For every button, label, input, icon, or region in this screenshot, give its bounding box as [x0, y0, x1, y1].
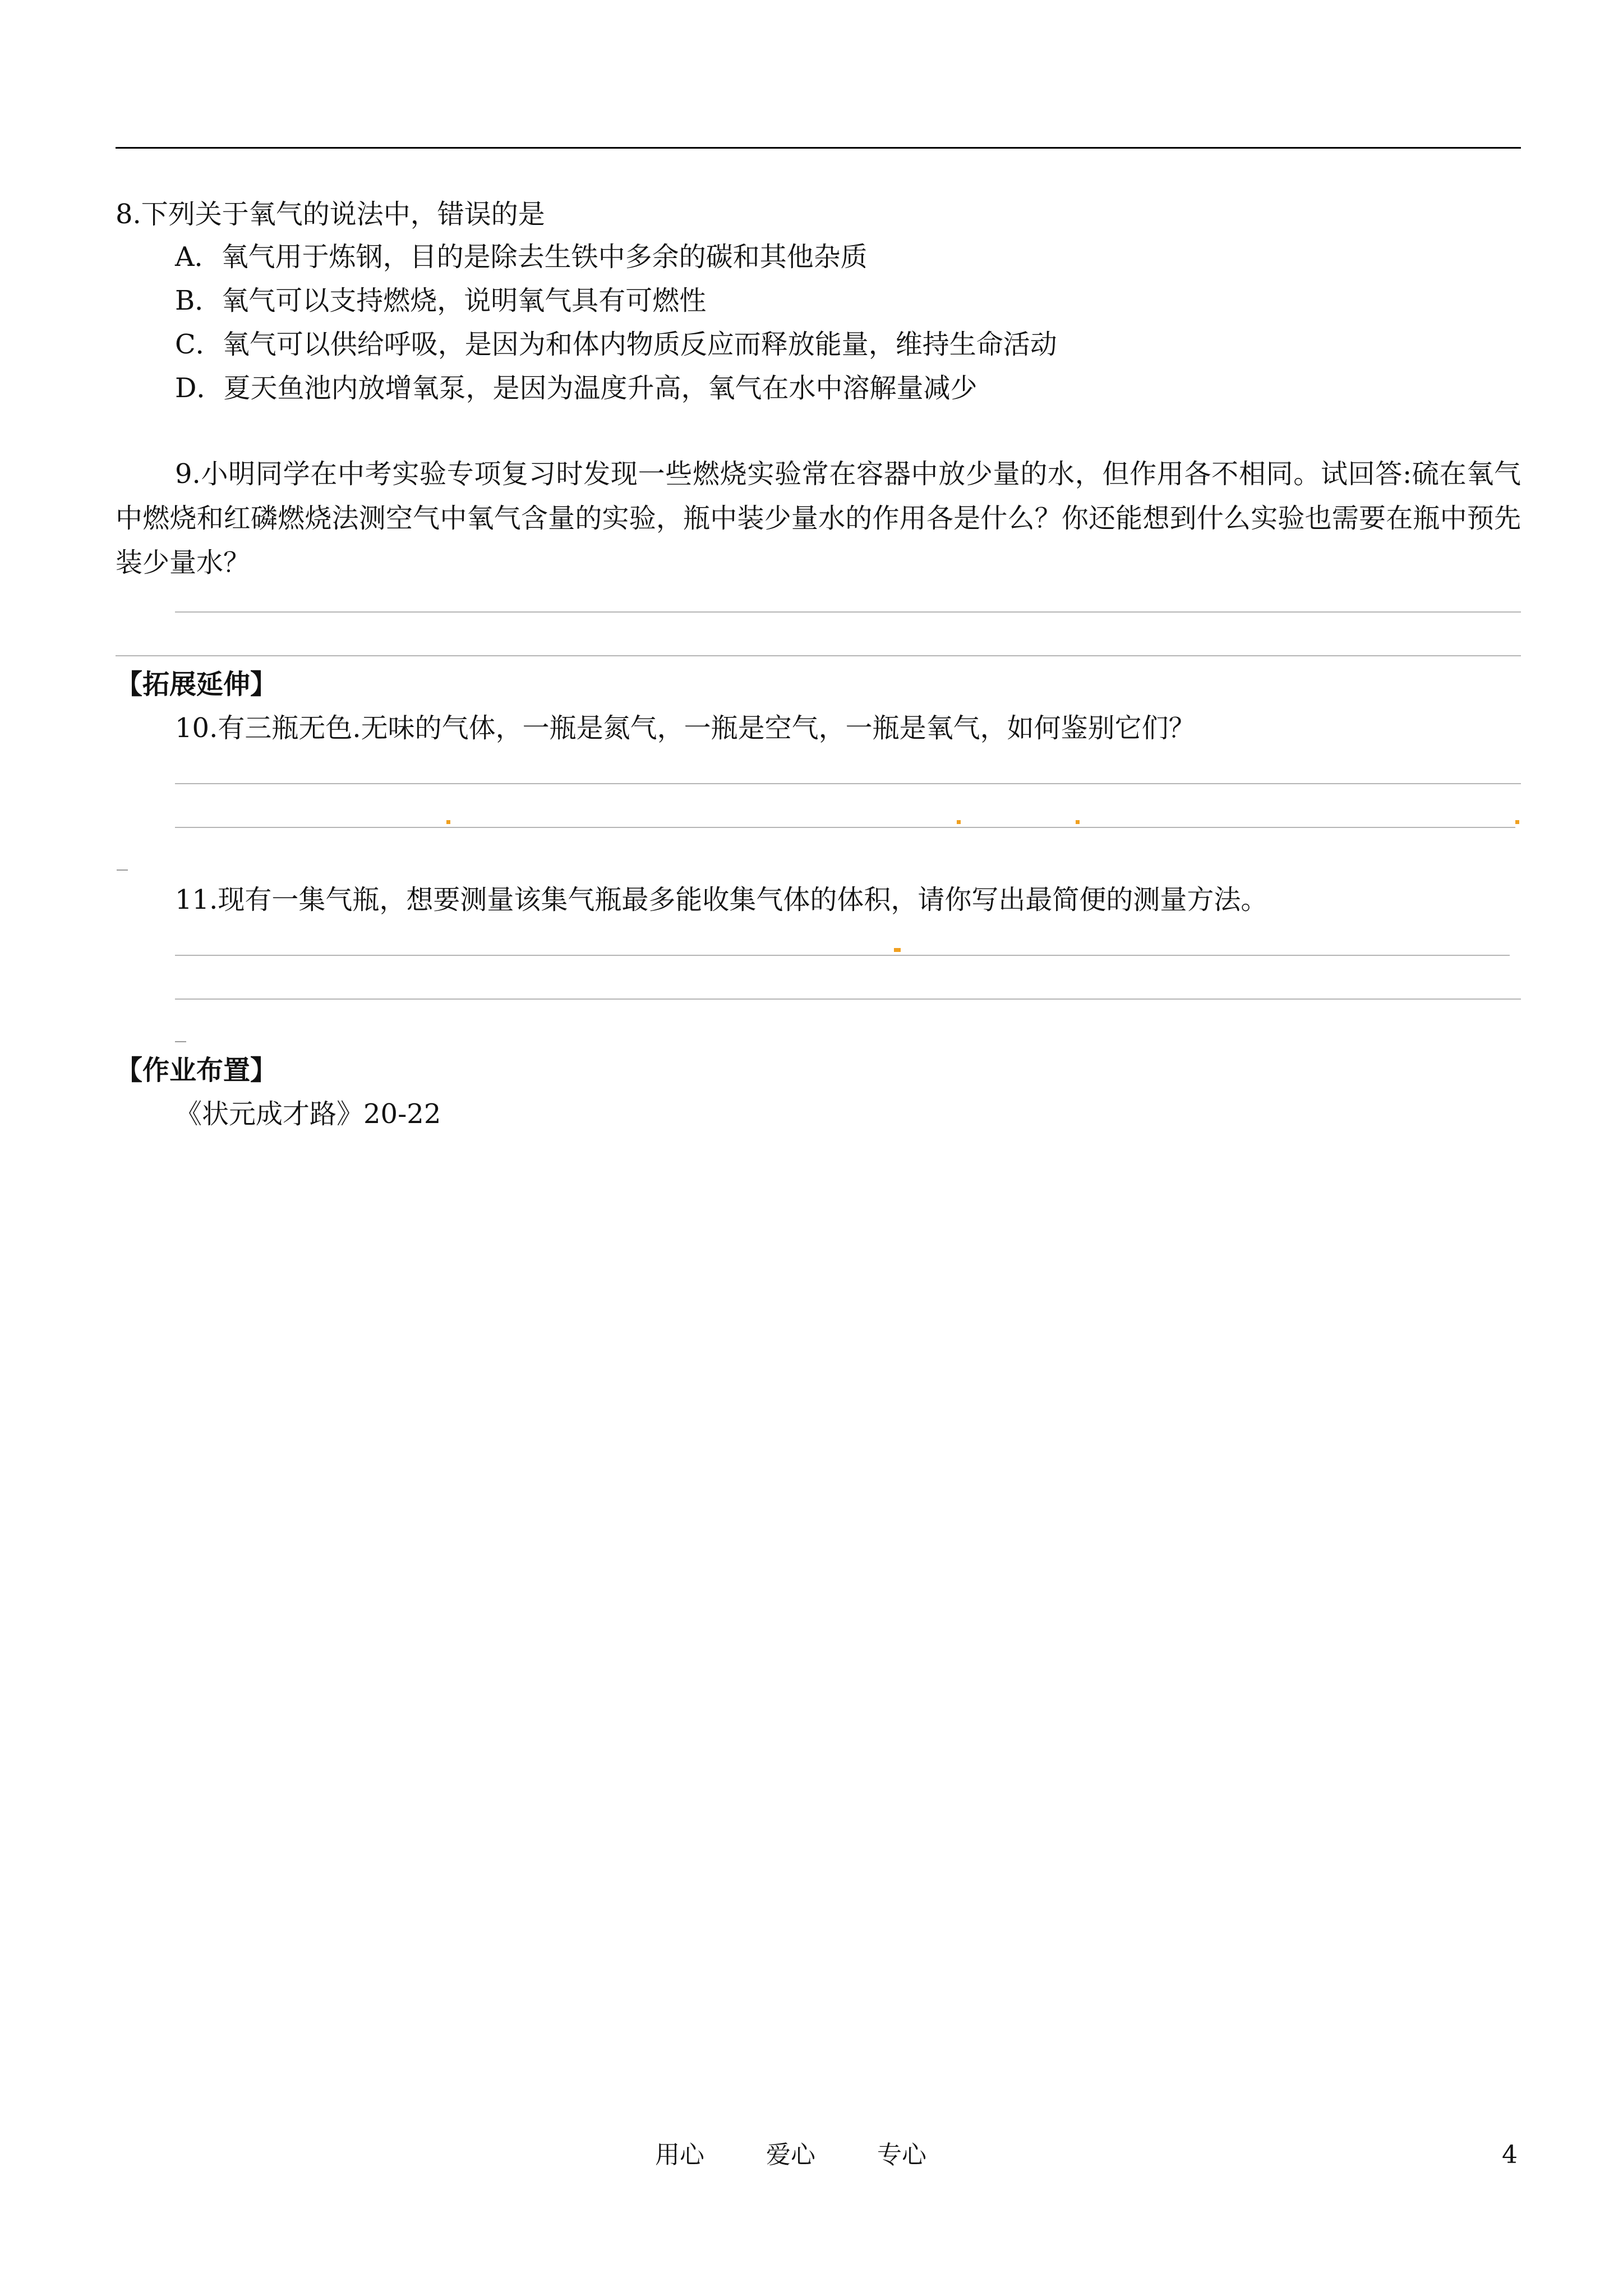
mark-dot — [446, 820, 450, 824]
q11-answer-line-1[interactable] — [175, 955, 1510, 956]
q10-text: 10.有三瓶无色.无味的气体，一瓶是氮气，一瓶是空气，一瓶是氧气，如何鉴别它们？ — [175, 712, 1196, 744]
q11-answer-line-2[interactable] — [175, 999, 1521, 1000]
homework-heading: 【作业布置】 — [116, 1055, 278, 1086]
footer-motto-2: 爱心 — [766, 2141, 815, 2169]
mark-dot — [894, 948, 901, 952]
q9-text: 9.小明同学在中考实验专项复习时发现一些燃烧实验常在容器中放少量的水，但作用各不相同。试回答:硫在氧气中燃烧和红磷燃烧法测空气中氧气含量的实验，瓶中装少量水的作用各是什么？你还能想到什么实验也需要在瓶中预先装少量水？ — [116, 458, 1521, 578]
footer-motto-1: 用心 — [655, 2141, 704, 2169]
q8-option-c: C．氧气可以供给呼吸，是因为和体内物质反应而释放能量，维持生命活动 — [175, 329, 1057, 360]
footer-motto-3: 专心 — [877, 2141, 926, 2169]
mark-dot — [1076, 820, 1080, 824]
q10-answer-line-2[interactable] — [175, 827, 1515, 828]
extension-heading: 【拓展延伸】 — [116, 669, 278, 700]
q10-answer-line-1[interactable] — [175, 783, 1521, 784]
page-number: 4 — [1502, 2141, 1518, 2169]
q8-option-a: A．氧气用于炼钢，目的是除去生铁中多余的碳和其他杂质 — [175, 241, 868, 273]
q9-answer-line-2[interactable] — [116, 655, 1521, 656]
header-rule — [116, 147, 1521, 149]
q9-answer-line-1[interactable] — [175, 611, 1521, 613]
homework-text: 《状元成才路》20-22 — [175, 1098, 441, 1130]
q8-option-d: D．夏天鱼池内放增氧泵，是因为温度升高，氧气在水中溶解量减少 — [175, 372, 978, 404]
stray-dash — [175, 1041, 186, 1042]
stray-dash — [117, 869, 128, 871]
q8-stem: 8.下列关于氧气的说法中，错误的是 — [116, 199, 545, 230]
q8-option-b: B．氧气可以支持燃烧，说明氧气具有可燃性 — [175, 285, 707, 316]
mark-dot — [1515, 820, 1519, 824]
mark-dot — [957, 820, 961, 824]
q11-text: 11.现有一集气瓶，想要测量该集气瓶最多能收集气体的体积，请你写出最简便的测量方法。 — [175, 884, 1268, 915]
